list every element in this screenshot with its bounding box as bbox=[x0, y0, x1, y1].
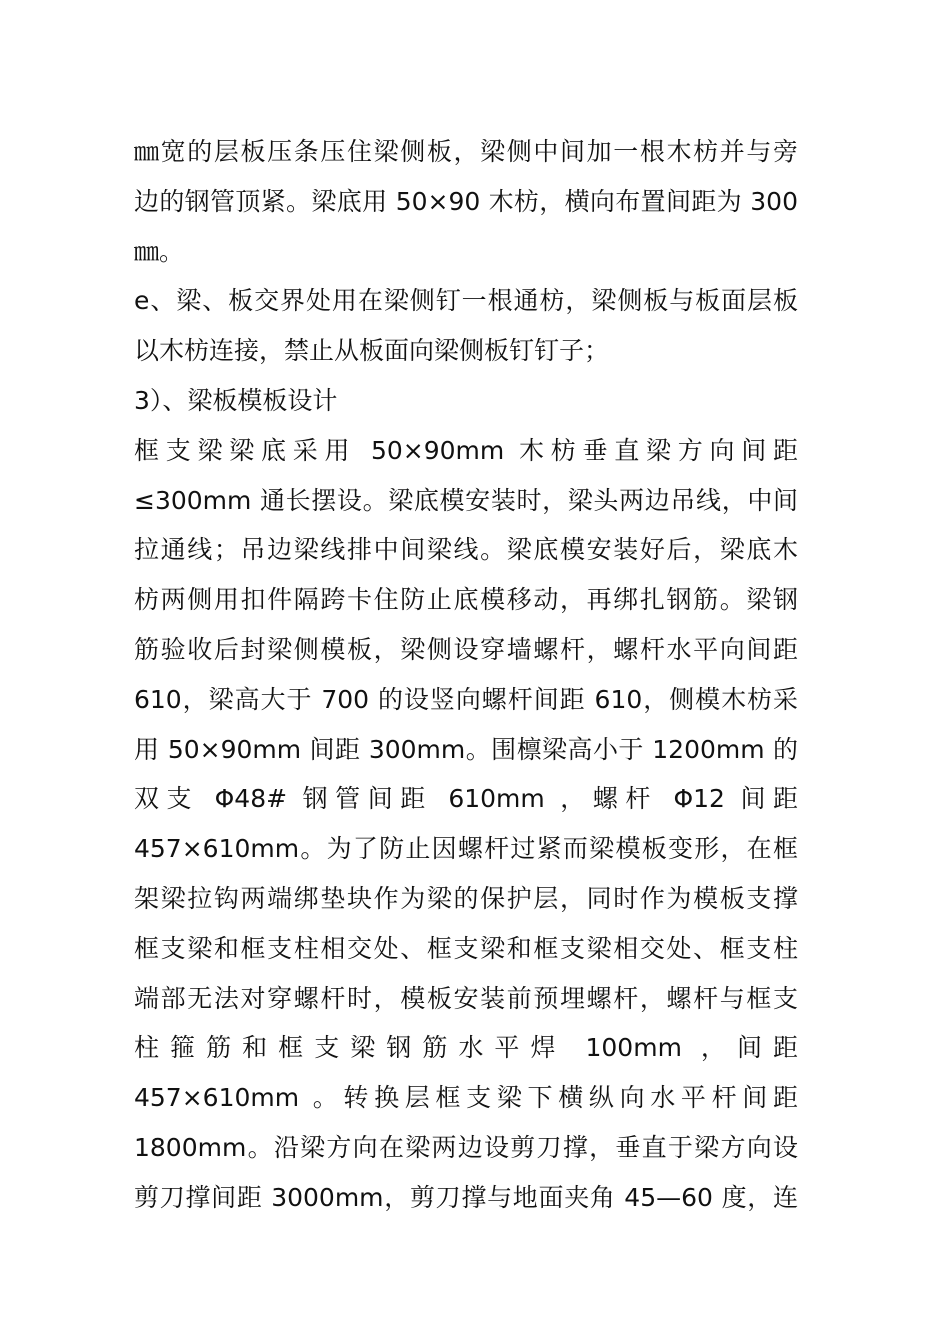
text-line: 457×610mm。为了防止因螺杆过紧而梁模板变形，在框 bbox=[134, 834, 798, 864]
text-line: 枋两侧用扣件隔跨卡住防止底模移动，再绑扎钢筋。梁钢 bbox=[134, 585, 798, 615]
text-line: 柱箍筋和框支梁钢筋水平焊 100mm ，间距 bbox=[134, 1033, 798, 1063]
text-line: 610，梁高大于 700 的设竖向螺杆间距 610，侧模木枋采 bbox=[134, 684, 798, 714]
text-line: 剪刀撑间距 3000mm，剪刀撑与地面夹角 45—60 度，连 bbox=[134, 1182, 798, 1212]
text-line: 用 50×90mm 间距 300mm。围檩梁高小于 1200mm 的 bbox=[134, 734, 798, 764]
text-line: ≤300mm 通长摆设。梁底模安装时，梁头两边吊线，中间 bbox=[134, 485, 798, 515]
text-line: ㎜。 bbox=[134, 236, 185, 266]
text-line: 457×610mm 。转换层框支梁下横纵向水平杆间距 bbox=[134, 1083, 798, 1113]
text-line: 筋验收后封梁侧模板，梁侧设穿墙螺杆，螺杆水平向间距 bbox=[134, 634, 798, 664]
text-line: 双支 Φ48# 钢管间距 610mm ，螺杆 Φ12 间距 bbox=[134, 784, 798, 814]
text-line: 1800mm。沿梁方向在梁两边设剪刀撑，垂直于梁方向设 bbox=[134, 1132, 798, 1162]
text-line: 边的钢管顶紧。梁底用 50×90 木枋，横向布置间距为 300 bbox=[134, 186, 798, 216]
text-line: 拉通线；吊边梁线排中间梁线。梁底模安装好后，梁底木 bbox=[134, 535, 798, 565]
text-line: 框支梁和框支柱相交处、框支梁和框支梁相交处、框支柱 bbox=[134, 933, 798, 963]
section-heading: 3）、梁板模板设计 bbox=[134, 385, 338, 415]
body-text bbox=[134, 127, 798, 1223]
text-line: 端部无法对穿螺杆时，模板安装前预埋螺杆，螺杆与框支 bbox=[134, 983, 798, 1013]
text-line: e、梁、板交界处用在梁侧钉一根通枋，梁侧板与板面层板 bbox=[134, 286, 798, 316]
text-line: 架梁拉钩两端绑垫块作为梁的保护层，同时作为模板支撑 bbox=[134, 883, 798, 913]
text-line: 以木枋连接，禁止从板面向梁侧板钉钉子； bbox=[134, 336, 610, 366]
text-line: 框支梁梁底采用 50×90mm 木枋垂直梁方向间距 bbox=[134, 435, 798, 465]
text-line: ㎜宽的层板压条压住梁侧板，梁侧中间加一根木枋并与旁 bbox=[134, 137, 798, 166]
